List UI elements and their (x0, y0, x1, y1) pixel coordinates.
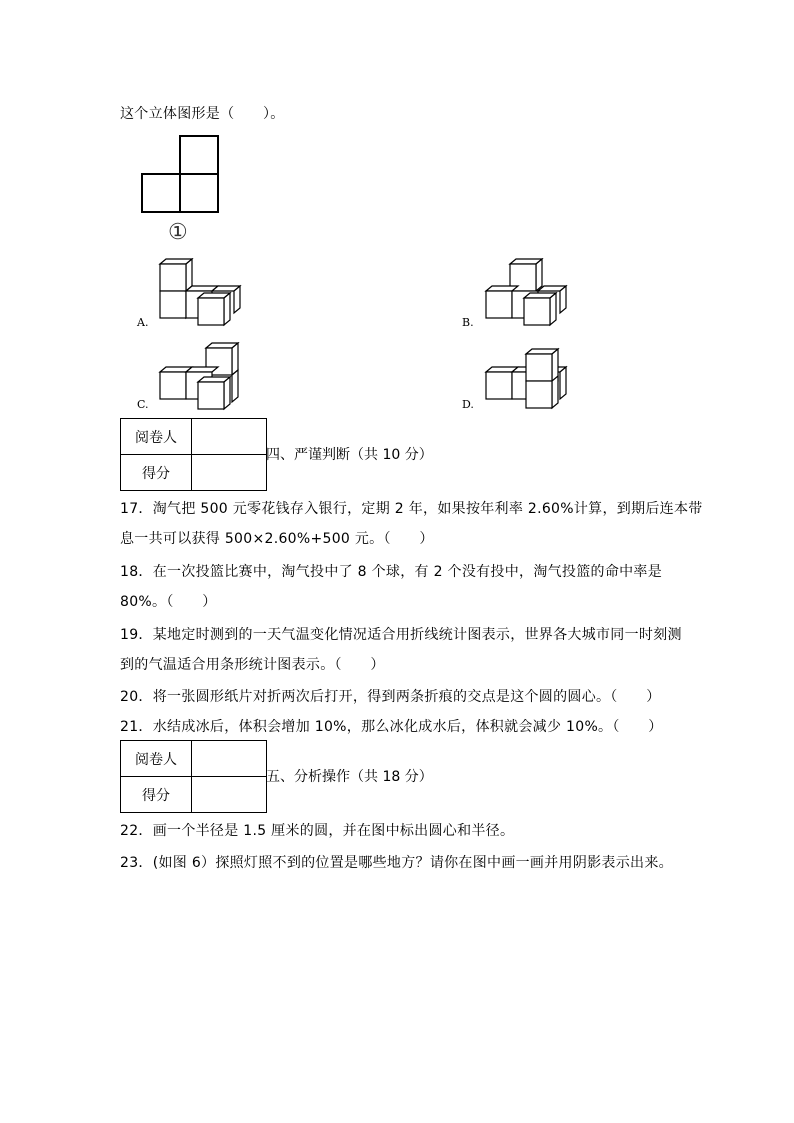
q18-line1: 18．在一次投篮比赛中，淘气投中了 8 个球，有 2 个没有投中，淘气投篮的命中率是 (120, 564, 663, 580)
grader-table-section-4 (120, 418, 267, 491)
score-label: 得分 (121, 777, 192, 813)
section-4-title: 四、严谨判断（共 10 分） (266, 447, 433, 463)
q19-line2: 到的气温适合用条形统计图表示。（ ） (120, 657, 385, 673)
reviewer-value[interactable] (192, 419, 267, 455)
option-b-label: B. (462, 316, 474, 329)
figure-number: ① (168, 220, 188, 245)
score-label: 得分 (121, 455, 192, 491)
q17-line2: 息一共可以获得 500×2.60%+500 元。（ ） (120, 531, 434, 547)
reviewer-value[interactable] (192, 741, 267, 777)
option-c-cubes (156, 342, 244, 412)
option-d-label: D. (462, 398, 474, 411)
option-d-cubes (482, 346, 572, 412)
q17-line1: 17．淘气把 500 元零花钱存入银行，定期 2 年，如果按年利率 2.60%计算，到期后连本带 (120, 501, 703, 517)
option-a-cubes (156, 258, 244, 328)
section-5-title: 五、分析操作（共 18 分） (266, 769, 433, 785)
grader-table-section-5 (120, 740, 267, 813)
q18-line2: 80%。（ ） (120, 594, 217, 610)
reviewer-label: 阅卷人 (121, 741, 192, 777)
q19-line1: 19．某地定时测到的一天气温变化情况适合用折线统计图表示，世界各大城市同一时刻测 (120, 627, 682, 643)
q20: 20．将一张圆形纸片对折两次后打开，得到两条折痕的交点是这个圆的圆心。（ ） (120, 689, 661, 705)
reviewer-label: 阅卷人 (121, 419, 192, 455)
option-c-label: C. (137, 398, 149, 411)
square-bottom-left (142, 174, 180, 212)
square-top (180, 136, 218, 174)
option-a-label: A. (137, 316, 149, 329)
option-b-cubes (482, 258, 572, 328)
figure-three-squares (138, 134, 222, 216)
q22: 22．画一个半径是 1.5 厘米的圆，并在图中标出圆心和半径。 (120, 823, 515, 839)
square-bottom-right (180, 174, 218, 212)
question-intro: 这个立体图形是（ ）。 (120, 106, 285, 122)
score-value[interactable] (192, 777, 267, 813)
q21: 21．水结成冰后，体积会增加 10%，那么冰化成水后，体积就会减少 10%。（ ） (120, 719, 663, 735)
q23: 23．(如图 6）探照灯照不到的位置是哪些地方？请你在图中画一画并用阴影表示出来。 (120, 855, 673, 871)
score-value[interactable] (192, 455, 267, 491)
